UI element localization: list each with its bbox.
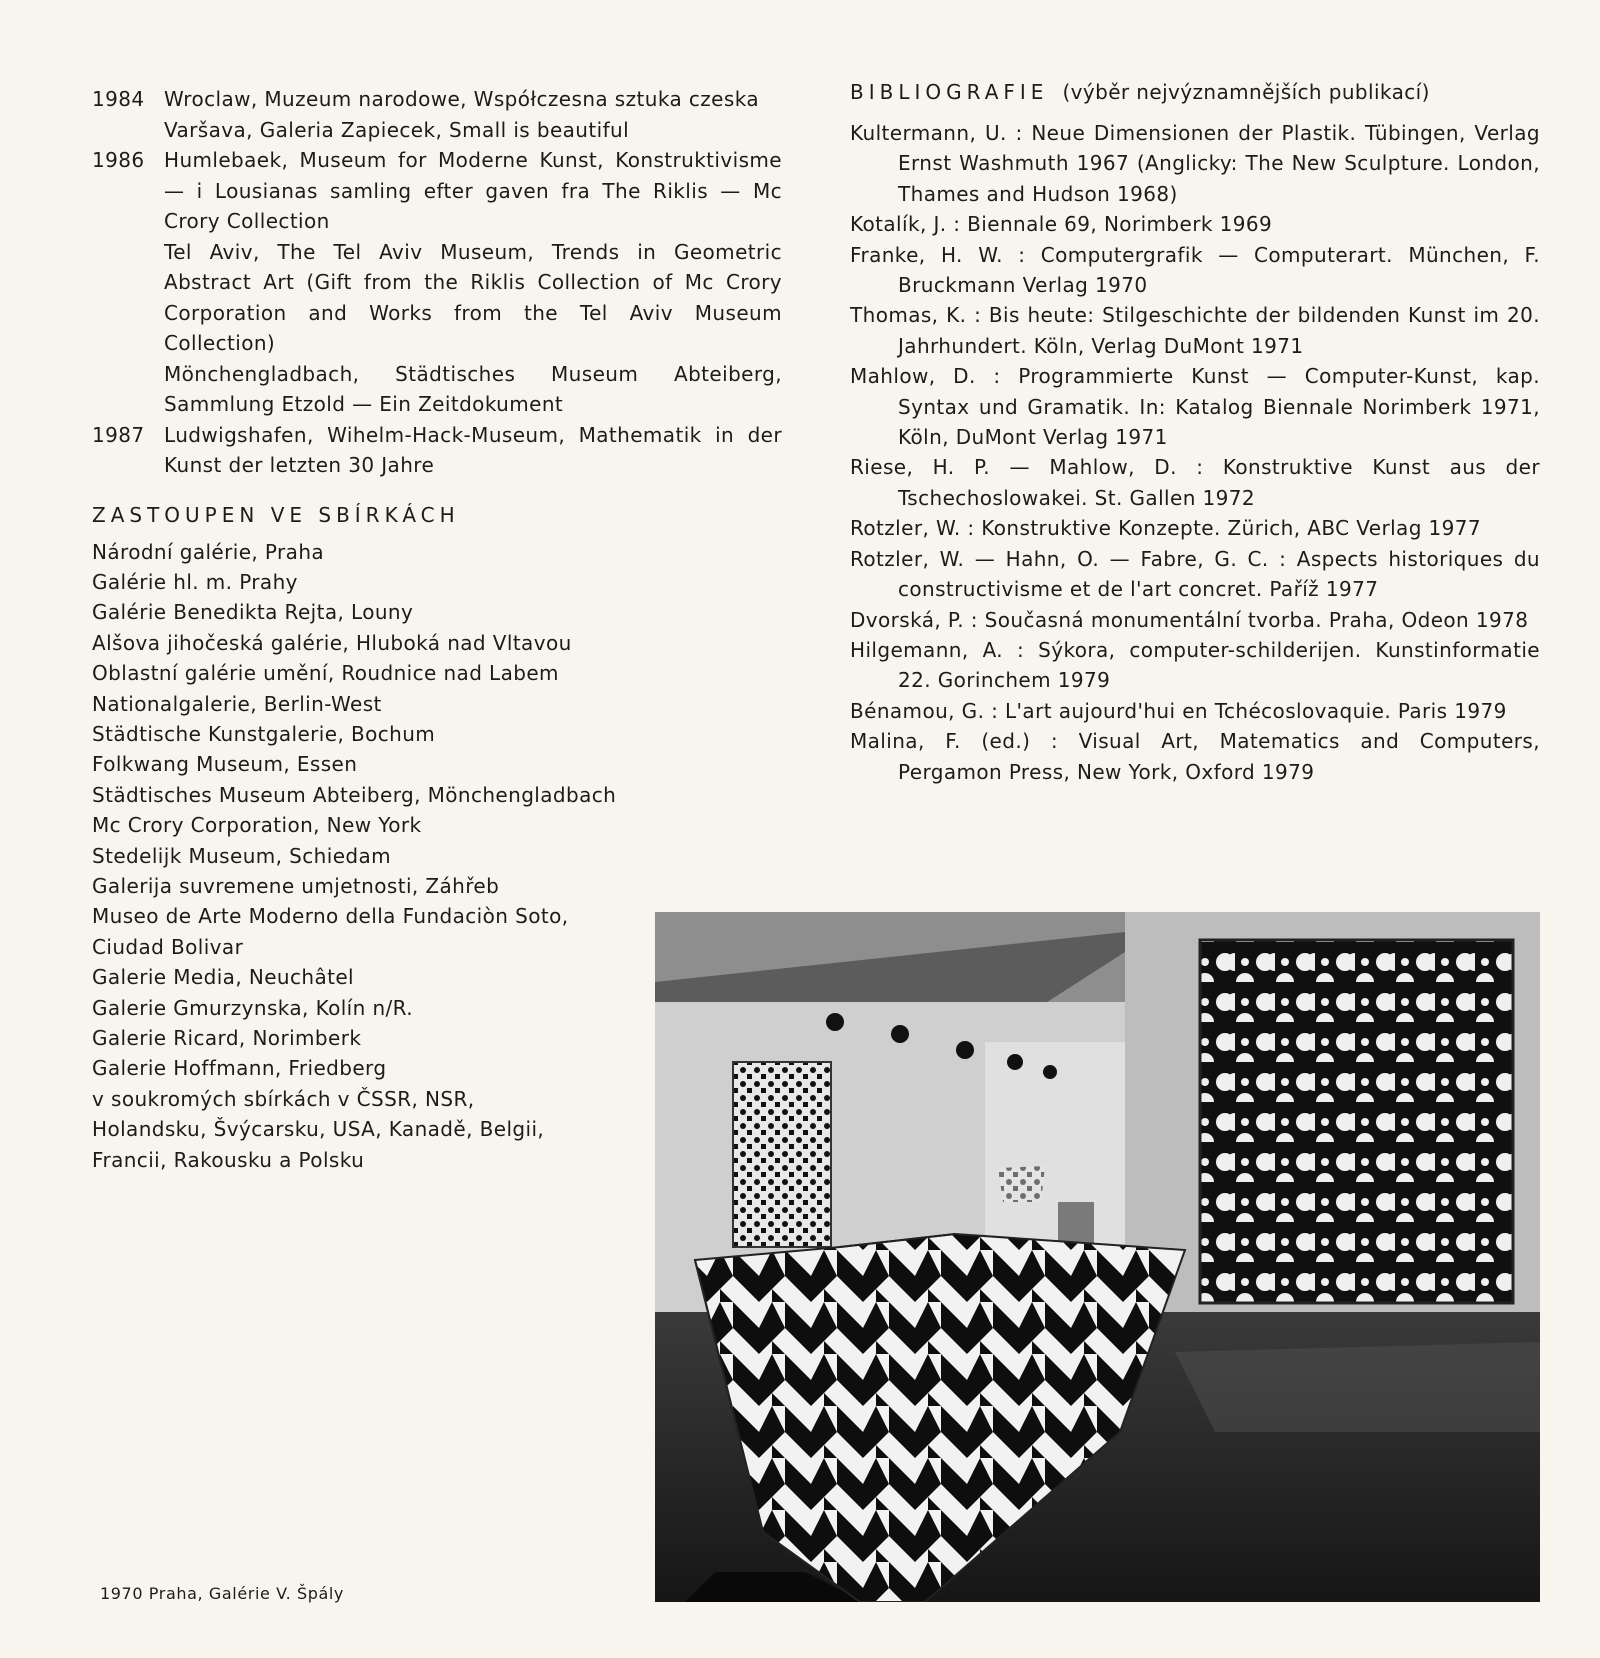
exhibition-entry (92, 84, 782, 145)
bibliography-item: Kultermann, U. : Neue Dimensionen der Plastik. Tübingen, Verlag Ernst Washmuth 1967 (Anglicky: The New Sculpture. London, Thames and Hudson 1968) (850, 121, 1540, 206)
large-painting (1200, 940, 1513, 1303)
collection-item: Galérie Benedikta Rejta, Louny (92, 600, 414, 625)
collection-item: Mc Crory Corporation, New York (92, 813, 422, 838)
exhibition-list (92, 84, 782, 481)
collection-item: Galérie hl. m. Prahy (92, 569, 298, 594)
exhibition-entry (92, 420, 782, 481)
collection-item: Holandsku, Švýcarsku, USA, Kanadě, Belgii, (92, 1117, 545, 1142)
right-column (850, 80, 1540, 787)
bibliography-item: Rotzler, W. : Konstruktive Konzepte. Zürich, ABC Verlag 1977 (850, 516, 1482, 541)
collection-item: Francii, Rakousku a Polsku (92, 1147, 365, 1172)
exhibition-year: 1986 (92, 148, 145, 172)
collection-item: Folkwang Museum, Essen (92, 752, 358, 777)
collection-item: Stedelijk Museum, Schiedam (92, 843, 392, 868)
gallery-photo (655, 912, 1540, 1602)
collections-heading: ZASTOUPEN VE SBÍRKÁCH (92, 502, 460, 527)
exhibition-item: Varšava, Galeria Zapiecek, Small is beautiful (164, 117, 630, 142)
gallery-photo-drawing (655, 912, 1540, 1602)
bibliography-title: BIBLIOGRAFIE (850, 80, 1049, 104)
collection-item: Galerie Media, Neuchâtel (92, 965, 355, 990)
exhibition-item: Tel Aviv, The Tel Aviv Museum, Trends in Geometric Abstract Art (Gift from the Riklis Collection of Mc Crory Corporation and Works from the Tel Aviv Museum Collection) (164, 239, 782, 355)
collection-item: Galerie Gmurzynska, Kolín n/R. (92, 995, 414, 1020)
collection-item: Alšova jihočeská galérie, Hluboká nad Vltavou (92, 630, 572, 655)
bibliography-item: Mahlow, D. : Programmierte Kunst — Computer-Kunst, kap. Syntax und Gramatik. In: Katalog Biennale Norimberk 1971, Köln, DuMont Verlag 1971 (850, 364, 1540, 450)
bibliography-item: Malina, F. (ed.) : Visual Art, Matematics and Computers, Pergamon Press, New York, Oxford 1979 (850, 729, 1540, 784)
floor-shine (1175, 1342, 1540, 1432)
exhibition-item: Humlebaek, Museum for Moderne Kunst, Konstruktivisme — i Lousianas samling efter gaven fra The Riklis — Mc Crory Collection (164, 148, 782, 233)
bibliography-item: Bénamou, G. : L'art aujourd'hui en Tchécoslovaquie. Paris 1979 (850, 698, 1507, 723)
bibliography-item: Franke, H. W. : Computergrafik — Computerart. München, F. Bruckmann Verlag 1970 (850, 242, 1540, 298)
collection-item: Oblastní galérie umění, Roudnice nad Labem (92, 661, 559, 686)
bibliography-item: Dvorská, P. : Současná monumentální tvorba. Praha, Odeon 1978 (850, 607, 1529, 632)
bibliography-subtitle: (výběr nejvýznamnějších publikací) (1062, 80, 1430, 104)
collection-item: Städtische Kunstgalerie, Bochum (92, 721, 436, 746)
bibliography-item: Rotzler, W. — Hahn, O. — Fabre, G. C. : Aspects historiques du constructivisme et de l'art concret. Paříž 1977 (850, 546, 1540, 602)
bibliography-item: Thomas, K. : Bis heute: Stilgeschichte der bildenden Kunst im 20. Jahrhundert. Köln, Verlag DuMont 1971 (850, 303, 1540, 358)
collection-item: Nationalgalerie, Berlin-West (92, 691, 382, 716)
collection-item: Museo de Arte Moderno della Fundaciòn Soto, (92, 904, 569, 929)
bibliography-item: Riese, H. P. — Mahlow, D. : Konstruktive Kunst aus der Tschechoslowakei. St. Gallen 1972 (850, 455, 1540, 510)
exhibition-year: 1987 (92, 422, 145, 447)
exhibition-item: Wroclaw, Muzeum narodowe, Współczesna sztuka czeska (164, 87, 759, 111)
bibliography-heading (850, 80, 1540, 104)
exhibition-item: Mönchengladbach, Städtisches Museum Abteiberg, Sammlung Etzold — Ein Zeitdokument (164, 361, 782, 416)
collection-item: Národní galérie, Praha (92, 539, 325, 564)
collection-item: Galerija suvremene umjetnosti, Záhřeb (92, 873, 500, 898)
exhibition-entry (92, 145, 782, 420)
photo-caption: 1970 Praha, Galérie V. Špály (100, 1584, 345, 1603)
bibliography-item: Hilgemann, A. : Sýkora, computer-schilderijen. Kunstinformatie 22. Gorinchem 1979 (850, 637, 1540, 693)
left-painting (733, 1062, 831, 1247)
collection-item: Galerie Ricard, Norimberk (92, 1026, 362, 1050)
collection-item: Galerie Hoffmann, Friedberg (92, 1056, 387, 1081)
bibliography-list (850, 118, 1540, 787)
exhibition-item: Ludwigshafen, Wihelm-Hack-Museum, Mathematik in der Kunst der letzten 30 Jahre (164, 422, 782, 477)
exhibition-year: 1984 (92, 87, 145, 111)
collection-item: v soukromých sbírkách v ČSSR, NSR, (92, 1086, 475, 1111)
collection-item: Städtisches Museum Abteiberg, Mönchengladbach (92, 782, 617, 807)
bibliography-item: Kotalík, J. : Biennale 69, Norimberk 1969 (850, 212, 1273, 237)
small-painting (998, 1166, 1045, 1202)
collection-item: Ciudad Bolivar (92, 934, 244, 959)
